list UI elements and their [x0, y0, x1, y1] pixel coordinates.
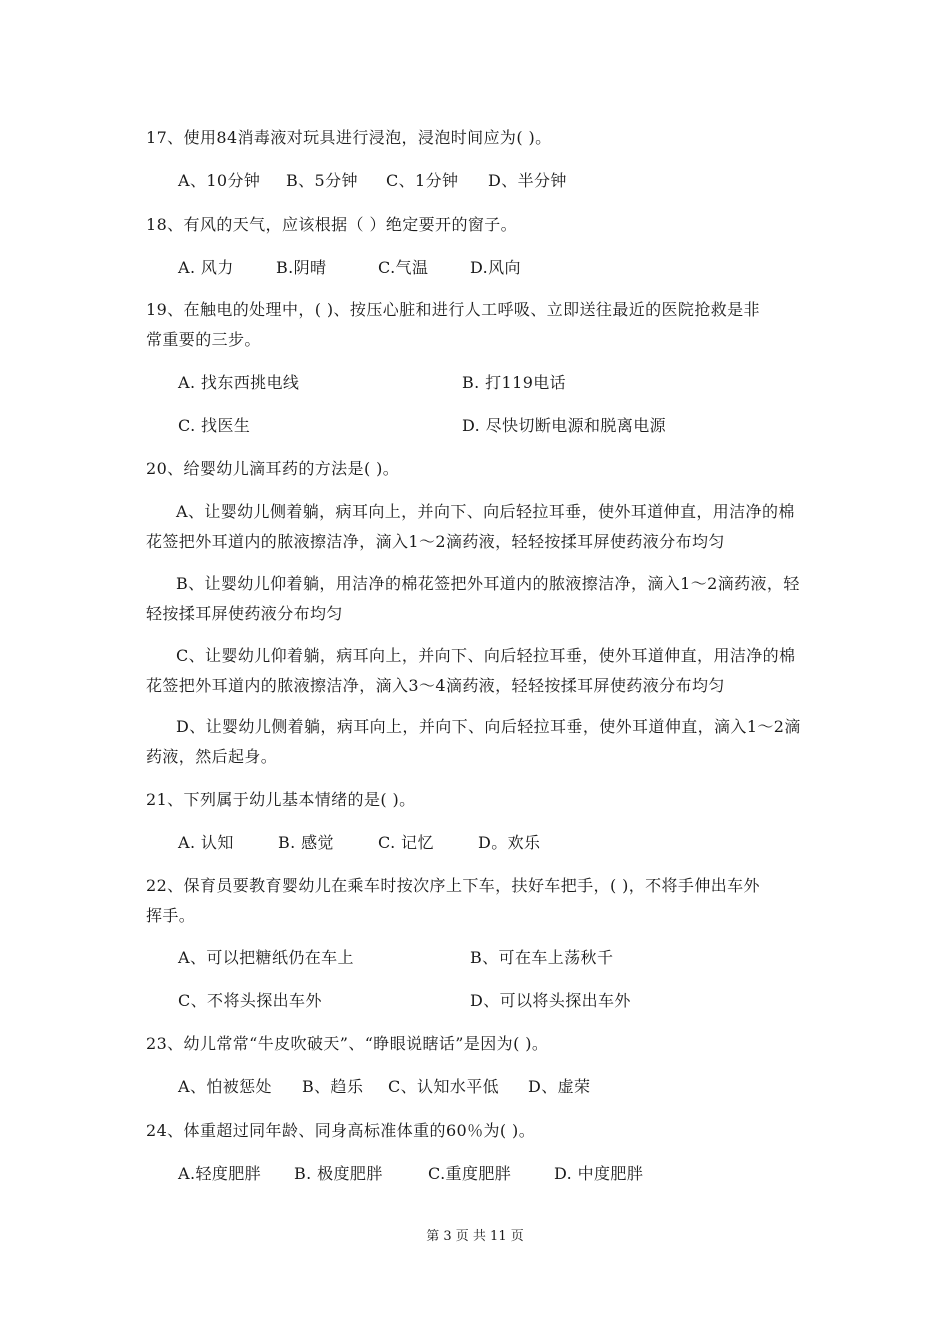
- question-19-stem-line1: 19、在触电的处理中，( )、按压心脏和进行人工呼吸、立即送往最近的医院抢救是非: [146, 300, 760, 319]
- question-22-option-b: B、可在车上荡秋千: [470, 948, 614, 967]
- question-18-option-d: D.风向: [470, 258, 521, 277]
- question-22-option-c: C、不将头探出车外: [178, 991, 322, 1010]
- question-19-stem-line2: 常重要的三步。: [146, 330, 261, 349]
- question-19-option-d: D. 尽快切断电源和脱离电源: [462, 416, 667, 435]
- question-21-stem: 21、下列属于幼儿基本情绪的是( )。: [146, 790, 416, 809]
- question-20-option-b-line1: B、让婴幼儿仰着躺，用洁净的棉花签把外耳道内的脓液擦洁净，滴入1～2滴药液，轻: [176, 574, 800, 593]
- question-22-option-d: D、可以将头探出车外: [470, 991, 631, 1010]
- question-19-option-b: B. 打119电话: [462, 373, 567, 392]
- question-17-stem: 17、使用84消毒液对玩具进行浸泡，浸泡时间应为( )。: [146, 128, 552, 147]
- question-22-stem-line2: 挥手。: [146, 906, 196, 925]
- question-21-option-d: D。欢乐: [478, 833, 541, 852]
- question-23-option-d: D、虚荣: [528, 1077, 591, 1096]
- question-20-option-c-line2: 花签把外耳道内的脓液擦洁净，滴入3～4滴药液，轻轻按揉耳屏使药液分布均匀: [146, 676, 725, 695]
- question-21-option-c: C. 记忆: [378, 833, 434, 852]
- question-19-option-a: A. 找东西挑电线: [178, 373, 300, 392]
- question-24-stem: 24、体重超过同年龄、同身高标准体重的60％为( )。: [146, 1121, 536, 1140]
- question-19-option-c: C. 找医生: [178, 416, 251, 435]
- question-17-option-c: C、1分钟: [386, 171, 459, 190]
- question-18-option-c: C.气温: [378, 258, 429, 277]
- question-20-option-a-line1: A、让婴幼儿侧着躺，病耳向上，并向下、向后轻拉耳垂，使外耳道伸直，用洁净的棉: [176, 502, 795, 521]
- question-23-option-b: B、趋乐: [302, 1077, 364, 1096]
- page-number-footer: 第 3 页 共 11 页: [426, 1229, 524, 1244]
- question-20-option-a-line2: 花签把外耳道内的脓液擦洁净，滴入1～2滴药液，轻轻按揉耳屏使药液分布均匀: [146, 532, 725, 551]
- question-20-option-c-line1: C、让婴幼儿仰着躺，病耳向上，并向下、向后轻拉耳垂，使外耳道伸直，用洁净的棉: [176, 646, 796, 665]
- question-18-option-a: A. 风力: [178, 258, 234, 277]
- question-24-option-c: C.重度肥胖: [428, 1164, 512, 1183]
- question-22-option-a: A、可以把糖纸仍在车上: [178, 948, 354, 967]
- question-20-option-d-line2: 药液，然后起身。: [146, 747, 278, 766]
- question-20-option-d-line1: D、让婴幼儿侧着躺，病耳向上，并向下、向后轻拉耳垂，使外耳道伸直，滴入1～2滴: [176, 717, 801, 736]
- question-24-option-d: D. 中度肥胖: [554, 1164, 644, 1183]
- question-18-option-b: B.阴晴: [276, 258, 327, 277]
- question-24-option-b: B. 极度肥胖: [294, 1164, 383, 1183]
- question-20-stem: 20、给婴幼儿滴耳药的方法是( )。: [146, 459, 400, 478]
- question-24-option-a: A.轻度肥胖: [178, 1164, 262, 1183]
- question-18-stem: 18、有风的天气，应该根据（ ）绝定要开的窗子。: [146, 215, 518, 234]
- question-23-option-c: C、认知水平低: [388, 1077, 500, 1096]
- question-23-option-a: A、怕被惩处: [178, 1077, 272, 1096]
- question-20-option-b-line2: 轻按揉耳屏使药液分布均匀: [146, 604, 343, 623]
- question-21-option-b: B. 感觉: [278, 833, 334, 852]
- question-17-option-b: B、5分钟: [286, 171, 358, 190]
- question-21-option-a: A. 认知: [178, 833, 234, 852]
- question-17-option-d: D、半分钟: [488, 171, 567, 190]
- question-17-option-a: A、10分钟: [178, 171, 261, 190]
- question-22-stem-line1: 22、保育员要教育婴幼儿在乘车时按次序上下车，扶好车把手，( )，不将手伸出车外: [146, 876, 760, 895]
- question-23-stem: 23、幼儿常常“牛皮吹破天”、“睁眼说瞎话”是因为( )。: [146, 1034, 549, 1053]
